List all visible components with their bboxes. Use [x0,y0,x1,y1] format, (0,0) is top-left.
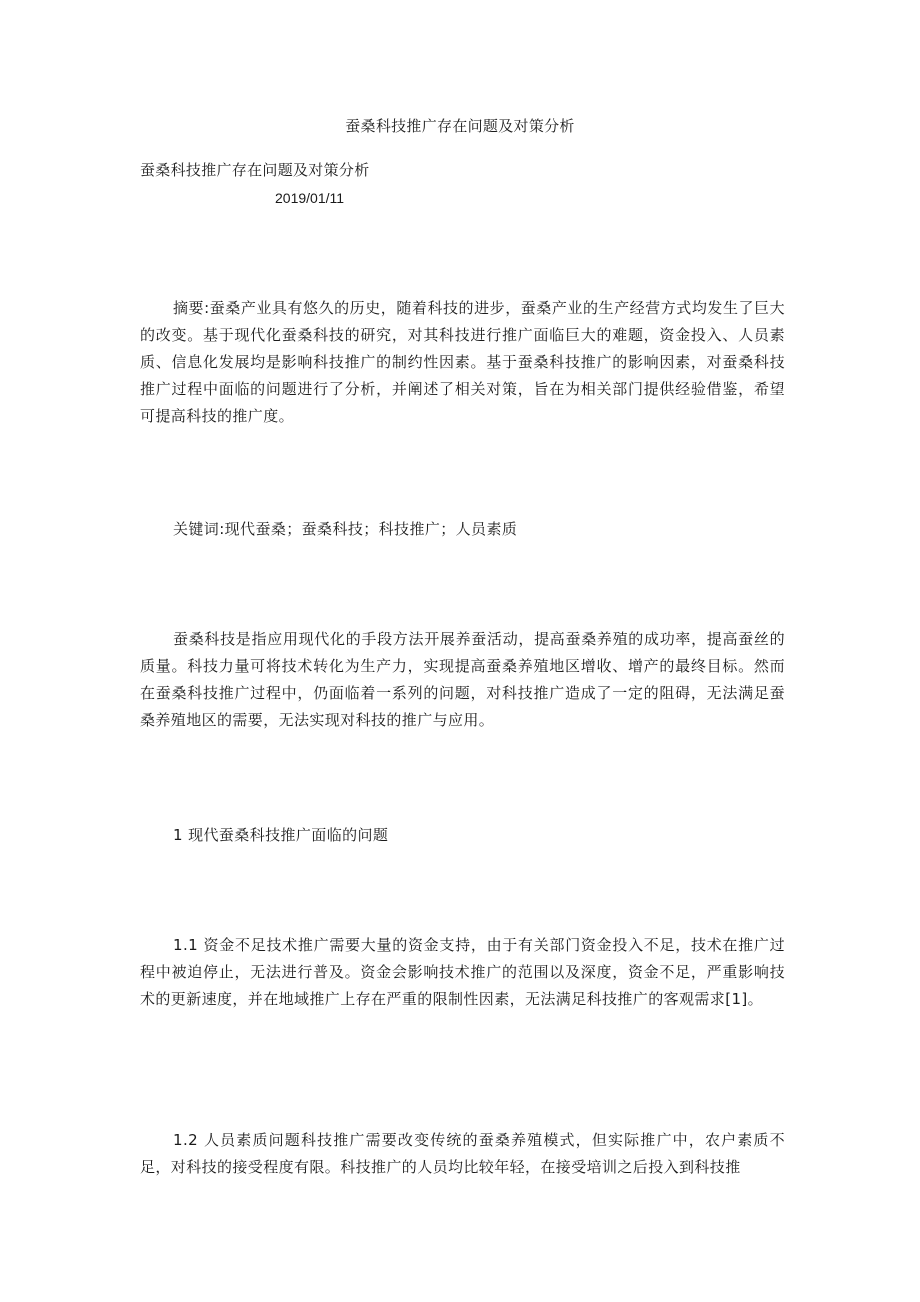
article-title: 蚕桑科技推广存在问题及对策分析 [140,161,370,179]
section-heading-1: 1 现代蚕桑科技推广面临的问题 [173,826,389,844]
section-1-1-paragraph: 1.1 资金不足技术推广需要大量的资金支持，由于有关部门资金投入不足，技术在推广过程中被迫停止，无法进行普及。资金会影响技术推广的范围以及深度，资金不足，严重影响技术的更新速度，并在地域推广上存在严重的限制性因素，无法满足科技推广的客观需求[1]。 [140,936,785,1008]
document-title: 蚕桑科技推广存在问题及对策分析 [345,117,575,135]
publish-date: 2019/01/11 [275,190,345,206]
keywords-paragraph: 关键词:现代蚕桑；蚕桑科技；科技推广；人员素质 [173,520,518,538]
intro-paragraph: 蚕桑科技是指应用现代化的手段方法开展养蚕活动，提高蚕桑养殖的成功率，提高蚕丝的质量。科技力量可将技术转化为生产力，实现提高蚕桑养殖地区增收、增产的最终目标。然而在蚕桑科技推广过程中，仍面临着一系列的问题，对科技推广造成了一定的阻碍，无法满足蚕桑养殖地区的需要，无法实现对科技的推广与应用。 [140,630,785,729]
abstract-paragraph: 摘要:蚕桑产业具有悠久的历史，随着科技的进步，蚕桑产业的生产经营方式均发生了巨大的改变。基于现代化蚕桑科技的研究，对其科技进行推广面临巨大的难题，资金投入、人员素质、信息化发展均是影响科技推广的制约性因素。基于蚕桑科技推广的影响因素，对蚕桑科技推广过程中面临的问题进行了分析，并阐述了相关对策，旨在为相关部门提供经验借鉴，希望可提高科技的推广度。 [140,299,785,425]
section-1-2-paragraph: 1.2 人员素质问题科技推广需要改变传统的蚕桑养殖模式，但实际推广中，农户素质不足，对科技的接受程度有限。科技推广的人员均比较年轻，在接受培训之后投入到科技推 [140,1131,785,1176]
